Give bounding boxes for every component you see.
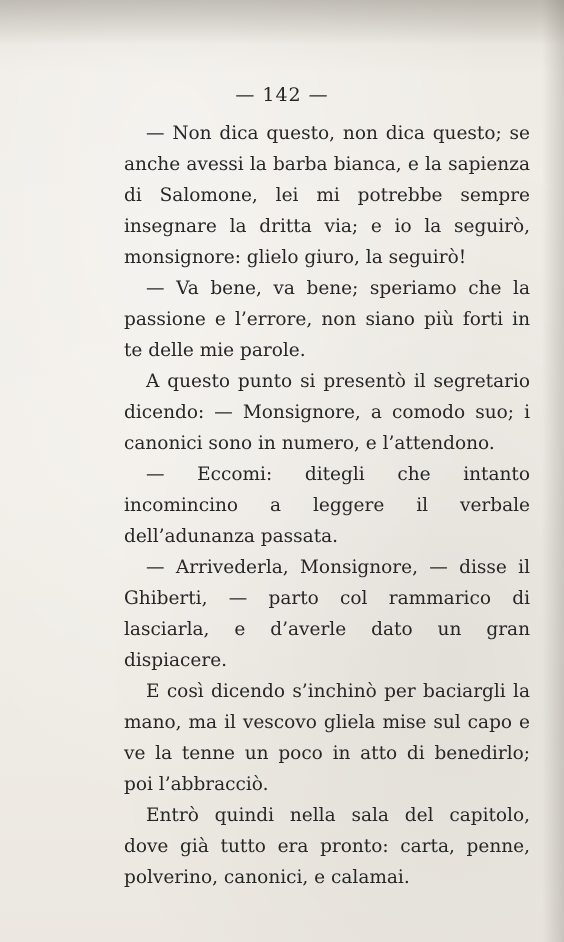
paragraph-1: — Non dica questo, non dica questo; se anche avessi la barba bianca, e la sapienza di Salomone, lei mi potrebbe sempre insegnare la dritta via; e io la seguirò, monsignore: glielo giuro, la seguirò! [124, 123, 530, 268]
page-body [124, 118, 530, 893]
paragraph-5: — Arrivederla, Monsignore, — disse il Ghiberti, — parto col rammarico di lasciarla, e d’averle dato un gran dispiacere. [124, 557, 530, 671]
page-number: — 142 — [235, 84, 329, 106]
paragraph-4: — Eccomi: ditegli che intanto incomincino a leggere il verbale dell’adunanza passata. [124, 464, 530, 547]
paragraph-2: — Va bene, va bene; speriamo che la passione e l’errore, non siano più forti in te delle mie parole. [124, 278, 530, 361]
paragraph-3: A questo punto si presentò il segretario dicendo: — Monsignore, a comodo suo; i canonici sono in numero, e l’attendono. [124, 371, 530, 454]
paragraph-6: E così dicendo s’inchinò per baciargli la mano, ma il vescovo gliela mise sul capo e ve la tenne un poco in atto di benedirlo; poi l’abbracciò. [124, 681, 530, 795]
paragraph-7: Entrò quindi nella sala del capitolo, dove già tutto era pronto: carta, penne, polverino, canonici, e calamai. [124, 805, 530, 888]
